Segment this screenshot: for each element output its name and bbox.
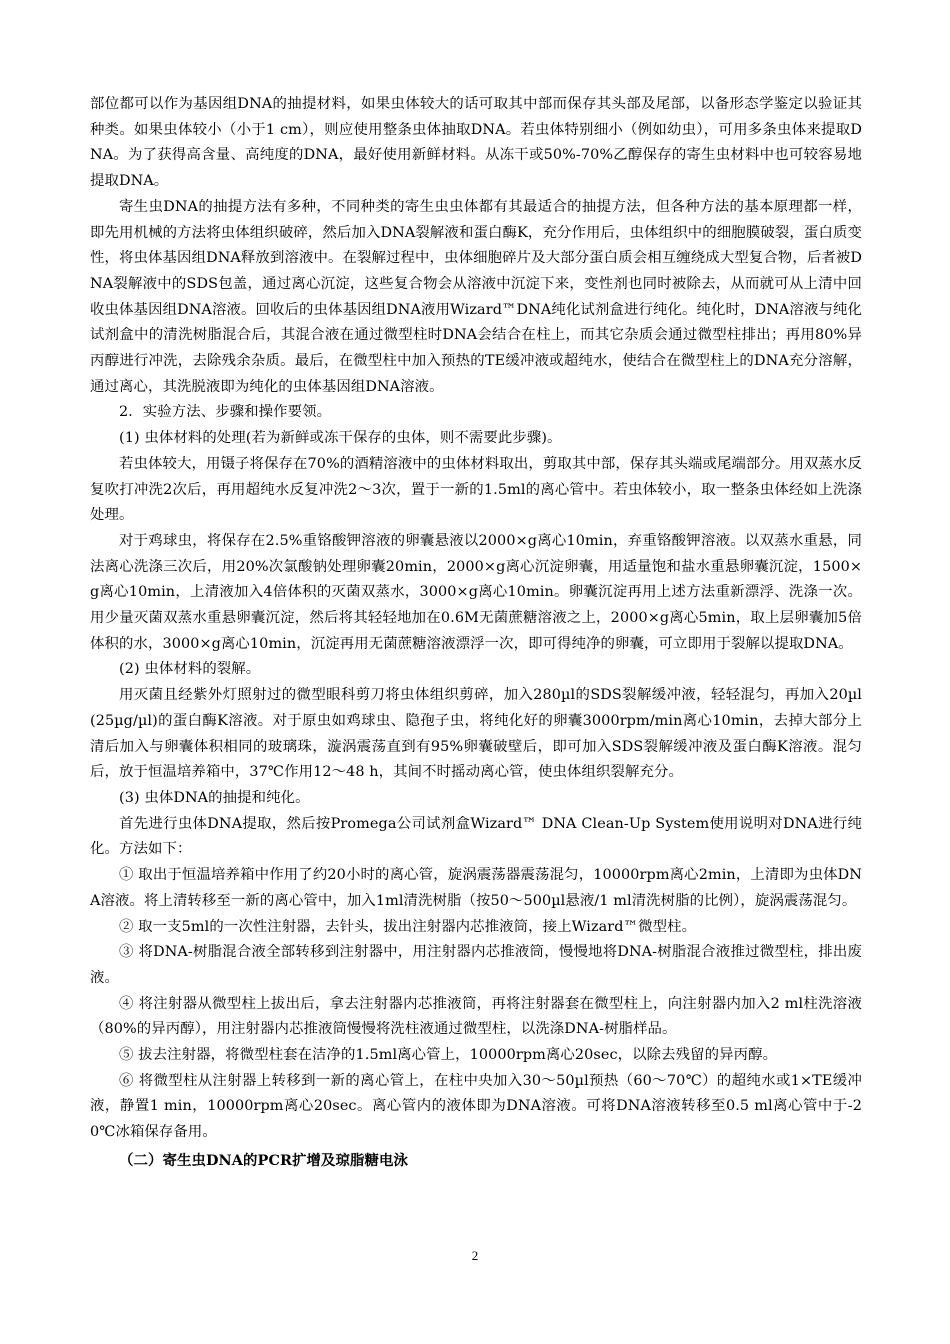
paragraph: 用灭菌且经紫外灯照射过的微型眼科剪刀将虫体组织剪碎，加入280µl的SDS裂解缓冲液，轻轻混匀，再加入20µl(25µg/µl)的蛋白酶K溶液。对于原虫如鸡球虫、隐孢子虫，将纯化好的卵囊3000rpm/min离心10min，去掉大部分上清后加入与卵囊体积相同的玻璃珠，漩涡震荡直到有95%卵囊破壁后，即可加入SDS裂解缓冲液及蛋白酶K溶液。混匀后，放于恒温培养箱中，37℃作用12～48 h，其间不时摇动离心管，使虫体组织裂解充分。 — [90, 687, 862, 781]
page-number: 2 — [471, 1248, 479, 1263]
section-heading: （二）寄生虫DNA的PCR扩增及琼脂糖电泳 — [119, 1151, 408, 1169]
paragraph: 对于鸡球虫，将保存在2.5%重铬酸钾溶液的卵囊悬液以2000×g离心10min，弃重铬酸钾溶液。以双蒸水重悬，同法离心洗涤三次后，用20%次氯酸钠处理卵囊20min，2000×g离心沉淀卵囊，用适量饱和盐水重悬卵囊沉淀，1500×g离心10min，上清液加入4倍体积的灭菌双蒸水，3000×g离心10min。卵囊沉淀再用上述方法重新漂浮、洗涤一次。用少量灭菌双蒸水重悬卵囊沉淀，然后将其轻轻地加在0.6M无菌蔗糖溶液之上，2000×g离心5min，取上层卵囊加5倍体积的水，3000×g离心10min，沉淀再用无菌蔗糖溶液漂浮一次，即可得纯净的卵囊，可立即用于裂解以提取DNA。 — [90, 532, 862, 652]
procedure-step: ② 取一支5ml的一次性注射器，去针头，拔出注射器内芯推液筒，接上Wizard™微型柱。 — [119, 918, 697, 935]
document-body — [90, 92, 862, 1174]
step-heading: 2．实验方法、步骤和操作要领。 — [119, 404, 332, 421]
paragraph: 若虫体较大，用镊子将保存在70%的酒精溶液中的虫体材料取出，剪取其中部，保存其头端或尾端部分。用双蒸水反复吹打冲洗2次后，再用超纯水反复冲洗2～3次，置于一新的1.5ml的离心管中。若虫体较小，取一整条虫体经如上洗涤处理。 — [90, 455, 862, 524]
procedure-step: ① 取出于恒温培养箱中作用了约20小时的离心管，旋涡震荡器震荡混匀，10000rpm离心2min，上清即为虫体DNA溶液。将上清转移至一新的离心管中，加入1ml清洗树脂（按50～500µl悬液/1 ml清洗树脂的比例），旋涡震荡混匀。 — [90, 867, 862, 909]
procedure-step: ⑥ 将微型柱从注射器上转移到一新的离心管上，在柱中央加入30～50µl预热（60～70℃）的超纯水或1×TE缓冲液，静置1 min，10000rpm离心20sec。离心管内的液体即为DNA溶液。可将DNA溶液转移至0.5 ml离心管中于-20℃冰箱保存备用。 — [90, 1072, 862, 1141]
paragraph: 寄生虫DNA的抽提方法有多种，不同种类的寄生虫虫体都有其最适合的抽提方法，但各种方法的基本原理都一样，即先用机械的方法将虫体组织破碎，然后加入DNA裂解液和蛋白酶K，充分作用后，虫体组织中的细胞膜破裂，蛋白质变性，将虫体基因组DNA释放到溶液中。在裂解过程中，虫体细胞碎片及大部分蛋白质会相互缠绕成大型复合物，后者被DNA裂解液中的SDS包盖，通过离心沉淀，这些复合物会从溶液中沉淀下来，变性剂也同时被除去，从而就可从上清中回收虫体基因组DNA溶液。回收后的虫体基因组DNA液用Wizard™DNA纯化试剂盒进行纯化。纯化时，DNA溶液与纯化试剂盒中的清洗树脂混合后，其混合液在通过微型柱时DNA会结合在柱上，而其它杂质会通过微型柱排出；再用80%异丙醇进行冲洗，去除残余杂质。最后，在微型柱中加入预热的TE缓冲液或超纯水，使结合在微型柱上的DNA充分溶解，通过离心，其洗脱液即为纯化的虫体基因组DNA溶液。 — [90, 198, 862, 395]
procedure-step: ④ 将注射器从微型柱上拔出后，拿去注射器内芯推液筒，再将注射器套在微型柱上，向注射器内加入2 ml柱洗溶液（80%的异丙醇），用注射器内芯推液筒慢慢将洗柱液通过微型柱，以洗涤DNA-树脂样品。 — [90, 995, 862, 1038]
subsection-heading: (1) 虫体材料的处理(若为新鲜或冻干保存的虫体，则不需要此步骤)。 — [119, 430, 562, 447]
paragraph: 部位都可以作为基因组DNA的抽提材料，如果虫体较大的话可取其中部而保存其头部及尾部，以备形态学鉴定以验证其种类。如果虫体较小（小于1 cm），则应使用整条虫体抽取DNA。若虫体特别细小（例如幼虫），可用多条虫体来提取DNA。为了获得高含量、高纯度的DNA，最好使用新鲜材料。从冻干或50%-70%乙醇保存的寄生虫材料中也可较容易地提取DNA。 — [90, 96, 862, 190]
paragraph: 首先进行虫体DNA提取，然后按Promega公司试剂盒Wizard™ DNA Clean-Up System使用说明对DNA进行纯化。方法如下： — [90, 815, 862, 858]
subsection-heading: (3) 虫体DNA的抽提和纯化。 — [119, 789, 310, 806]
procedure-step: ⑤ 拔去注射器，将微型柱套在洁净的1.5ml离心管上，10000rpm离心20sec，以除去残留的异丙醇。 — [119, 1047, 778, 1064]
procedure-step: ③ 将DNA-树脂混合液全部转移到注射器中，用注射器内芯推液筒，慢慢地将DNA-树脂混合液推过微型柱，排出废液。 — [90, 944, 862, 986]
subsection-heading: (2) 虫体材料的裂解。 — [119, 661, 261, 678]
